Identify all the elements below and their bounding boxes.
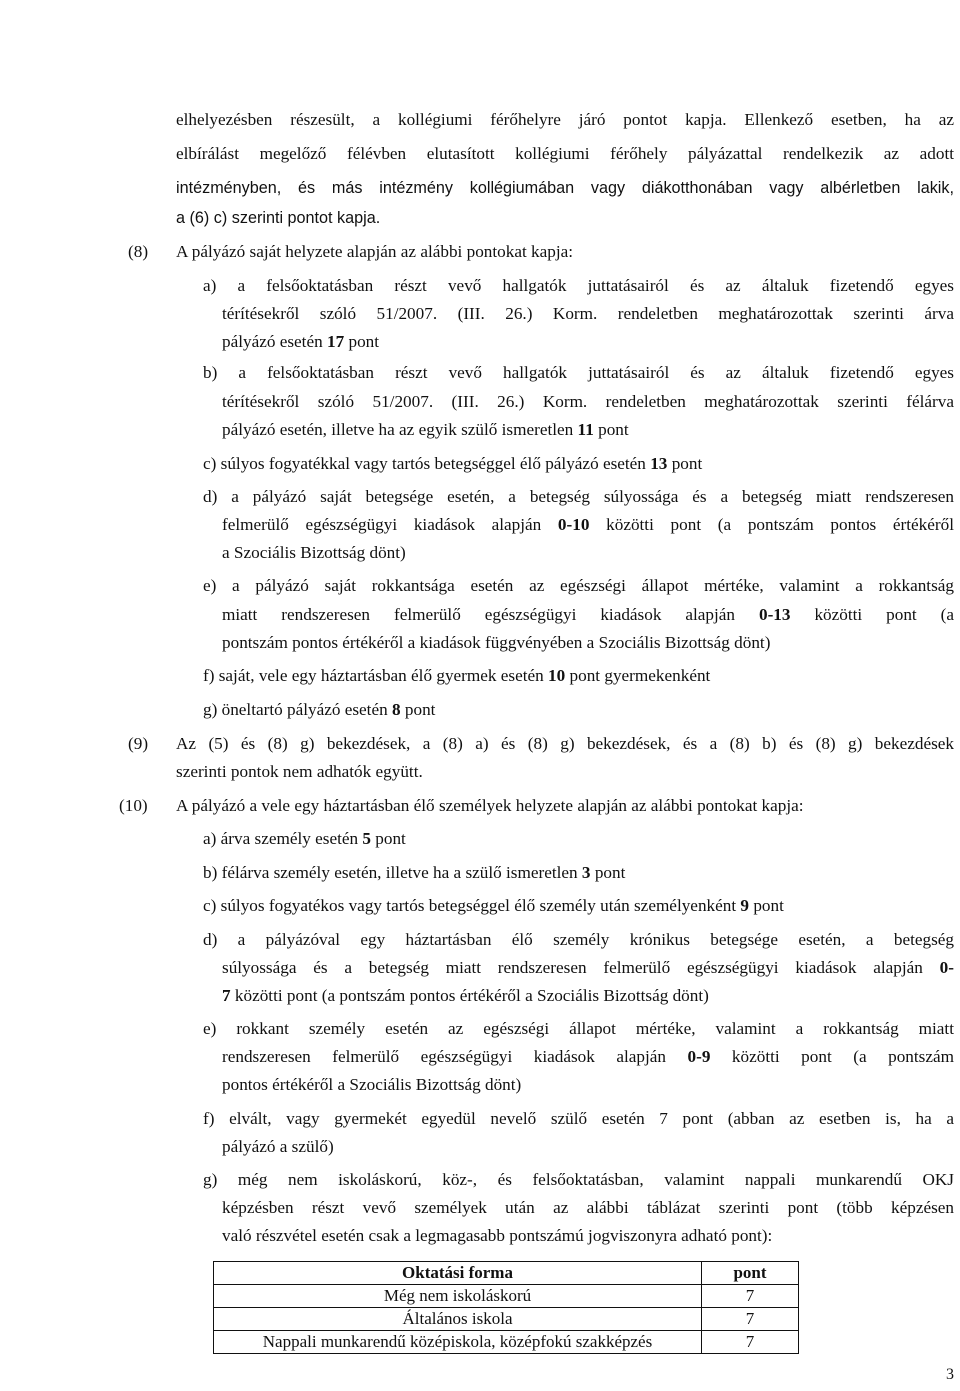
table-header-cell: Oktatási forma — [214, 1262, 702, 1285]
s8-item-e-line-1: e) a pályázó saját rokkantsága esetén az egészségi állapot mértéke, valamint a rokkantság — [203, 576, 954, 595]
section-9-line-1: Az (5) és (8) g) bekezdések, a (8) a) és (8) g) bekezdések, és a (8) b) és (8) g) bekezdések — [176, 734, 954, 753]
points-value: 7 — [222, 986, 231, 1005]
s10-item-c-line-1: c) súlyos fogyatékos vagy tartós betegséggel élő személy után személyenként 9 pont — [203, 896, 784, 915]
points-value: 17 — [326, 332, 345, 351]
intro-line-2: elbírálást megelőző félévben elutasított kollégiumi férőhely pályázattal rendelkezik az adott — [176, 144, 954, 163]
table-row — [214, 1331, 799, 1354]
table-cell: Általános iskola — [214, 1308, 702, 1331]
intro-line-1: elhelyezésben részesült, a kollégiumi férőhelyre járó pontot kapja. Ellenkező esetben, ha az — [176, 110, 954, 129]
section-9-number: (9) — [128, 734, 149, 753]
section-9-line-2: szerinti pontok nem adhatók együtt. — [176, 762, 423, 781]
table-row — [214, 1308, 799, 1331]
points-table — [213, 1261, 799, 1354]
s8-item-g-line-1: g) öneltartó pályázó esetén 8 pont — [203, 700, 436, 719]
s8-item-b-line-3: pályázó esetén, illetve ha az egyik szülő ismeretlen 11 pont — [222, 420, 629, 439]
points-value: 0-13 — [758, 605, 791, 624]
table-header-cell: pont — [702, 1262, 799, 1285]
points-value: 0-9 — [687, 1047, 711, 1066]
s10-item-f-line-2: pályázó a szülő) — [222, 1137, 334, 1156]
points-value: 10 — [548, 666, 566, 685]
s8-item-a-line-1: a) a felsőoktatásban részt vevő hallgatók juttatásairól és az általuk fizetendő egyes — [203, 276, 954, 295]
points-value: 8 — [391, 700, 401, 719]
s8-item-a-line-2: térítésekről szóló 51/2007. (III. 26.) Korm. rendeletben meghatározottak szerinti árva — [222, 304, 954, 323]
points-value: 13 — [650, 454, 668, 473]
s10-item-e-line-1: e) rokkant személy esetén az egészségi állapot mértéke, valamint a rokkantság miatt — [203, 1019, 954, 1038]
s8-item-d-line-1: d) a pályázó saját betegsége esetén, a betegség súlyossága és a betegség miatt rendszeresen — [203, 487, 954, 506]
s10-item-b-line-1: b) félárva személy esetén, illetve ha a szülő ismeretlen 3 pont — [203, 863, 626, 882]
table-row — [214, 1285, 799, 1308]
s10-item-d-line-1: d) a pályázóval egy háztartásban élő személy krónikus betegsége esetén, a betegség — [203, 930, 954, 949]
section-10-number: (10) — [119, 796, 148, 815]
s8-item-d-line-3: a Szociális Bizottság dönt) — [222, 543, 406, 562]
points-value: 5 — [362, 829, 371, 848]
s8-item-c-line-1: c) súlyos fogyatékkal vagy tartós betegséggel élő pályázó esetén 13 pont — [203, 454, 703, 473]
section-8-number: (8) — [128, 242, 149, 261]
points-value: 0-10 — [557, 515, 590, 534]
s8-item-b-line-2: térítésekről szóló 51/2007. (III. 26.) Korm. rendeletben meghatározottak szerinti félárva — [222, 392, 954, 411]
s8-item-d-line-2: felmerülő egészségügyi kiadások alapján 0-10 közötti pont (a pontszám pontos értékéről — [222, 515, 954, 534]
s10-item-g-line-3: való részvétel esetén csak a legmagasabb pontszámú jogviszonyra adható pont): — [222, 1226, 773, 1245]
s10-item-d-line-3: 7 közötti pont (a pontszám pontos értékéről a Szociális Bizottság dönt) — [222, 986, 709, 1005]
points-value: 11 — [577, 420, 594, 439]
table-cell: 7 — [702, 1308, 799, 1331]
s8-item-b-line-1: b) a felsőoktatásban részt vevő hallgatók juttatásairól és az általuk fizetendő egyes — [203, 363, 954, 382]
table-cell: 7 — [702, 1285, 799, 1308]
intro-line-4: a (6) c) szerinti pontot kapja. — [176, 209, 381, 227]
s10-item-a-line-1: a) árva személy esetén 5 pont — [203, 829, 406, 848]
page-number: 3 — [946, 1366, 954, 1383]
s10-item-d-line-2: súlyossága és a betegség miatt rendszeresen felmerülő egészségügyi kiadások alapján 0- — [222, 958, 954, 977]
table-header-row — [214, 1262, 799, 1285]
s10-item-f-line-1: f) elvált, vagy gyermekét egyedül nevelő szülő esetén 7 pont (abban az esetben is, ha a — [203, 1109, 954, 1128]
table-cell: Még nem iskoláskorú — [214, 1285, 702, 1308]
s10-item-e-line-3: pontos értékéről a Szociális Bizottság dönt) — [222, 1075, 522, 1094]
s8-item-e-line-3: pontszám pontos értékéről a kiadások függvényében a Szociális Bizottság dönt) — [222, 633, 771, 652]
points-value: 9 — [740, 896, 750, 915]
s10-item-g-line-2: képzésben részt vevő személyek után az alábbi táblázat szerinti pont (több képzésen — [222, 1198, 954, 1217]
s8-item-a-line-3: pályázó esetén 17 pont — [222, 332, 380, 351]
section-10-lead: A pályázó a vele egy háztartásban élő személyek helyzete alapján az alábbi pontokat kapja: — [176, 796, 804, 815]
section-8-lead: A pályázó saját helyzete alapján az alábbi pontokat kapja: — [176, 242, 574, 261]
points-value: 0- — [939, 958, 954, 977]
points-value: 3 — [581, 863, 591, 882]
table-cell: 7 — [702, 1331, 799, 1354]
s8-item-f-line-1: f) saját, vele egy háztartásban élő gyermek esetén 10 pont gyermekenként — [203, 666, 711, 685]
table-cell: Nappali munkarendű középiskola, középfokú szakképzés — [214, 1331, 702, 1354]
s10-item-e-line-2: rendszeresen felmerülő egészségügyi kiadások alapján 0-9 közötti pont (a pontszám — [222, 1047, 954, 1066]
s8-item-e-line-2: miatt rendszeresen felmerülő egészségügyi kiadások alapján 0-13 közötti pont (a — [222, 605, 954, 624]
s10-item-g-line-1: g) még nem iskoláskorú, köz-, és felsőoktatásban, valamint nappali munkarendű OKJ — [203, 1170, 954, 1189]
intro-line-3: intézményben, és más intézmény kollégiumában vagy diákotthonában vagy albérletben lakik, — [176, 179, 954, 197]
